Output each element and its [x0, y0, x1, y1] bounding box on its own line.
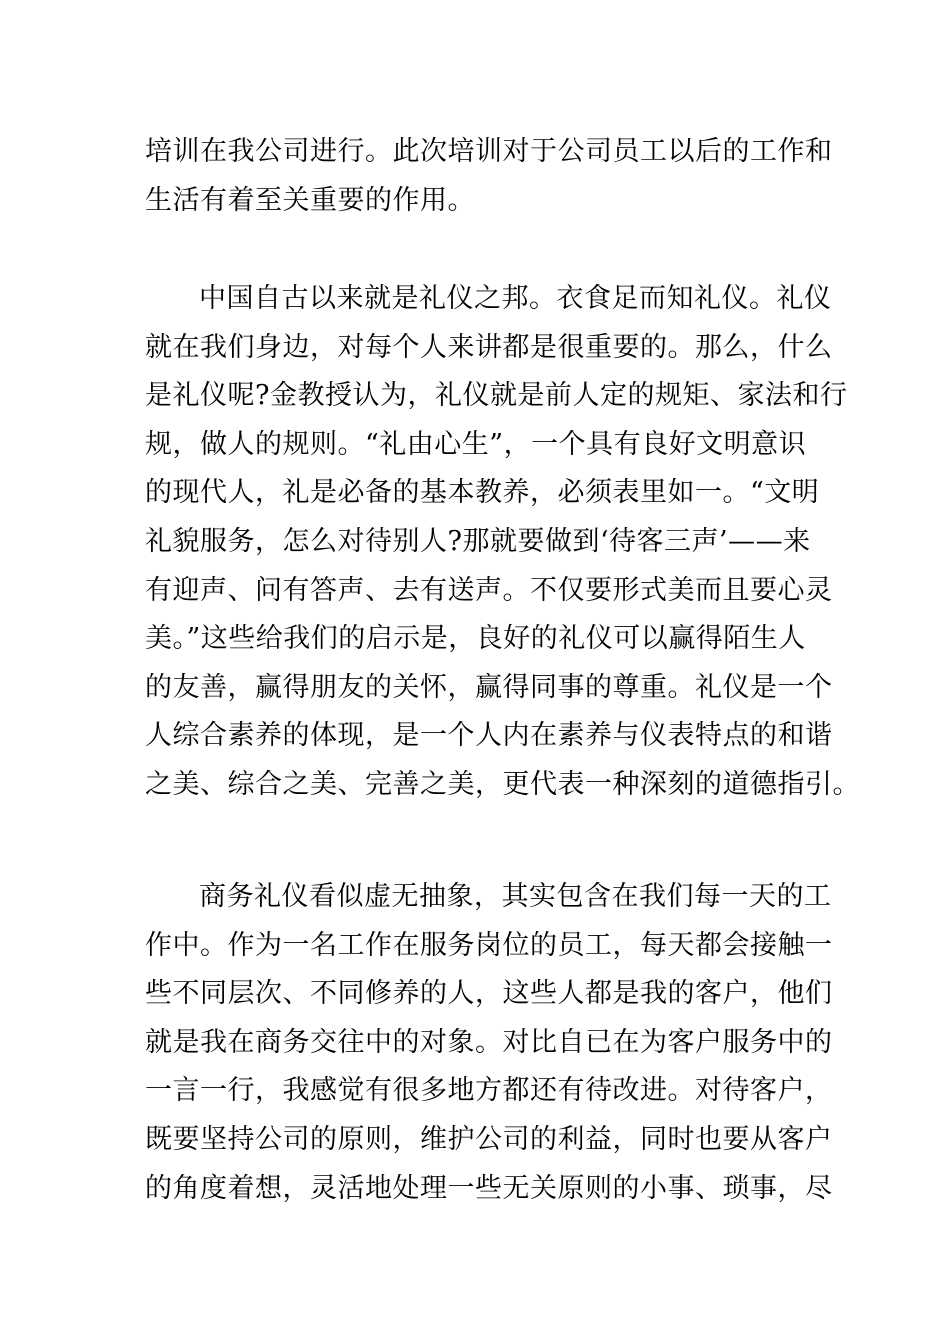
paragraph-line: 中国自古以来就是礼仪之邦。衣食足而知礼仪。礼仪 [199, 283, 832, 314]
paragraph-line: 之美、综合之美、完善之美，更代表一种深刻的道德指引。 [145, 768, 860, 800]
paragraph-line: 作中。作为一名工作在服务岗位的员工，每天都会接触一 [145, 929, 833, 961]
paragraph-line: 的角度着想，灵活地处理一些无关原则的小事、琐事，尽 [145, 1172, 833, 1204]
paragraph-line: 规，做人的规则。“礼由心生”，一个具有良好文明意识 [145, 428, 807, 460]
paragraph-line: 商务礼仪看似虚无抽象，其实包含在我们每一天的工 [199, 881, 832, 912]
paragraph-line: 的友善，赢得朋友的关怀，赢得同事的尊重。礼仪是一个 [145, 671, 833, 703]
paragraph-line: 生活有着至关重要的作用。 [145, 184, 475, 216]
paragraph-line: 美。”这些给我们的启示是，良好的礼仪可以赢得陌生人 [145, 623, 806, 655]
paragraph-line: 是礼仪呢?金教授认为，礼仪就是前人定的规矩、家法和行 [145, 380, 848, 412]
paragraph-line: 就在我们身边，对每个人来讲都是很重要的。那么，什么 [145, 331, 833, 363]
paragraph-line: 人综合素养的体现，是一个人内在素养与仪表特点的和谐 [145, 720, 833, 752]
paragraph-line: 既要坚持公司的原则，维护公司的利益，同时也要从客户 [145, 1123, 833, 1155]
paragraph-2 [145, 275, 860, 810]
paragraph-line: 有迎声、问有答声、去有送声。不仅要形式美而且要心灵 [145, 574, 833, 606]
paragraph-line: 的现代人，礼是必备的基本教养，必须表里如一。“文明 [145, 477, 820, 509]
paragraph-line: 一言一行，我感觉有很多地方都还有待改进。对待客户， [145, 1075, 833, 1107]
paragraph-3 [145, 873, 833, 1213]
paragraph-line: 就是我在商务交往中的对象。对比自已在为客户服务中的 [145, 1026, 833, 1058]
paragraph-line: 培训在我公司进行。此次培训对于公司员工以后的工作和 [145, 136, 833, 167]
paragraph-line: 些不同层次、不同修养的人，这些人都是我的客户，他们 [145, 978, 833, 1010]
paragraph-1 [145, 128, 833, 225]
paragraph-line: 礼貌服务，怎么对待别人?那就要做到‘待客三声’——来 [145, 525, 811, 557]
